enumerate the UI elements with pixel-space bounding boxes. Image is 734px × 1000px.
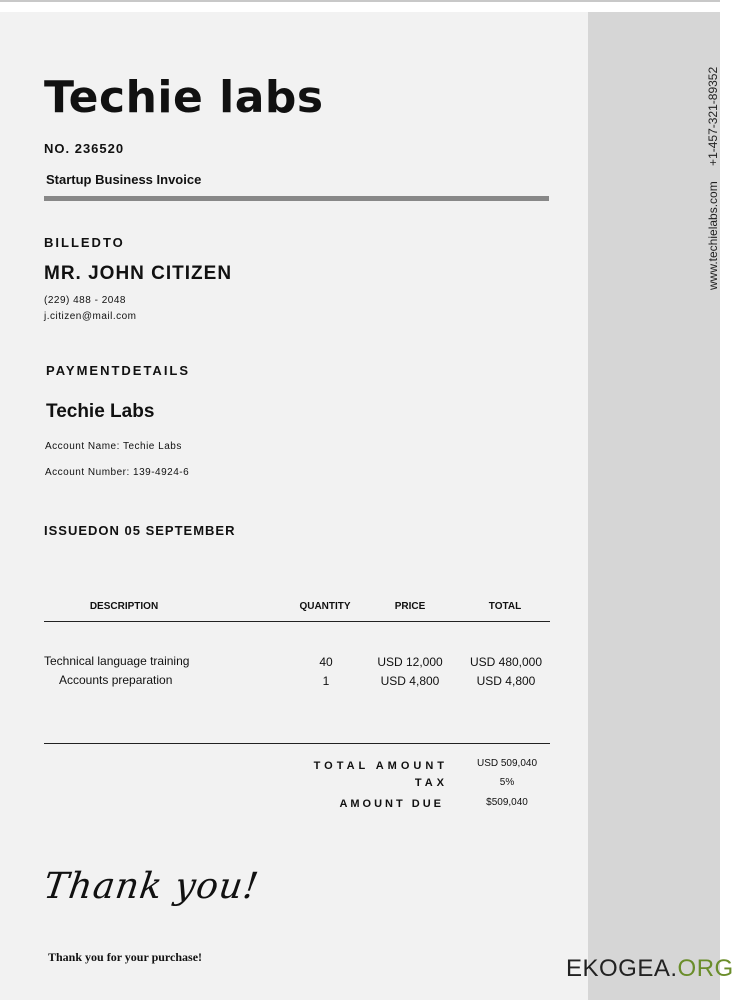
row-description: Technical language training [44,654,190,668]
total-amount-value: USD 509,040 [476,758,538,769]
website-text: www.techielabs.com [706,181,720,290]
row-quantity: 1 [322,674,330,688]
amount-due-value: $509,040 [486,797,528,808]
company-logo: Techie labs [44,72,324,123]
account-number: Account Number: 139-4924-6 [45,467,190,478]
row-quantity: 40 [319,655,333,669]
header-price: PRICE [394,601,426,612]
account-name: Account Name: Techie Labs [45,441,182,452]
watermark-org: ORG [677,955,734,982]
total-amount-label: TOTAL AMOUNT [313,760,448,772]
invoice-subtitle: Startup Business Invoice [46,172,202,187]
row-total: USD 4,800 [476,674,536,688]
tax-value: 5% [499,777,515,788]
billed-to-label: BILLEDTO [44,235,125,250]
header-divider [44,196,549,201]
row-price: USD 4,800 [380,674,440,688]
client-email: j.citizen@mail.com [44,311,137,322]
header-quantity: QUANTITY [299,601,351,612]
table-header-rule [44,621,550,622]
client-phone: (229) 488 - 2048 [44,295,126,306]
watermark [566,955,734,983]
invoice-paper [0,12,588,1000]
phone-text: +1-457-321-89352 [706,66,720,166]
thank-you-signature: Thank you! [41,866,262,907]
row-total: USD 480,000 [469,655,543,669]
purchase-note: Thank you for your purchase! [48,950,203,964]
payment-company: Techie Labs [46,401,155,422]
sidebar-contact [706,60,720,290]
top-border [0,0,720,2]
issued-date: ISSUEDON 05 SEPTEMBER [44,523,236,538]
watermark-main: EKOGEA. [566,955,678,982]
header-total: TOTAL [488,601,522,612]
row-price: USD 12,000 [377,655,443,669]
amount-due-label: AMOUNT DUE [339,798,444,810]
invoice-sidebar [588,12,720,1000]
header-description: DESCRIPTION [89,601,159,612]
payment-details-label: PAYMENTDETAILS [46,363,191,378]
row-description: Accounts preparation [59,673,173,687]
client-name: MR. JOHN CITIZEN [44,263,233,284]
table-bottom-rule [44,743,550,744]
tax-label: TAX [414,777,448,789]
invoice-number: NO. 236520 [44,141,125,156]
